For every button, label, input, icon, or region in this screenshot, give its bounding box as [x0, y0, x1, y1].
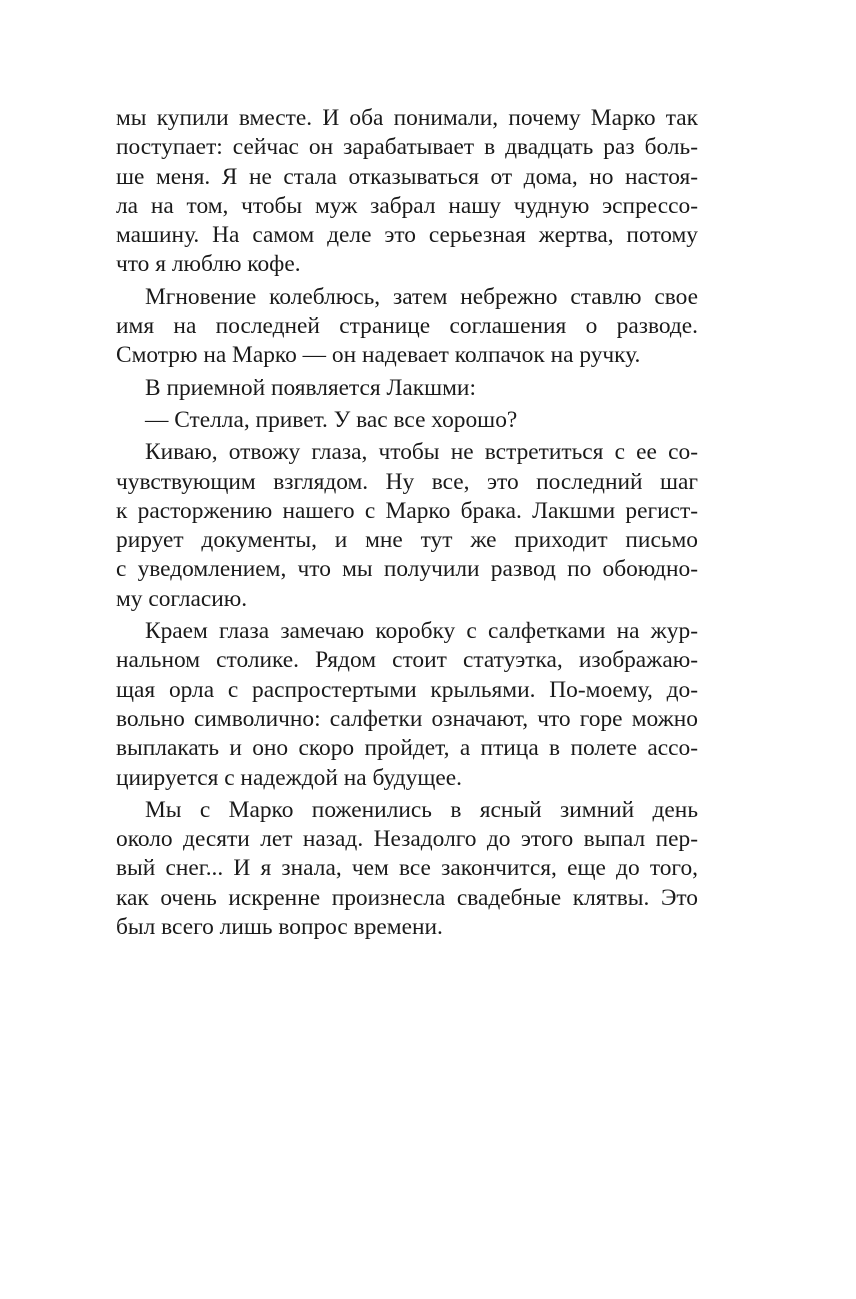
text-line: чувствующим взглядом. Ну все, это последний шаг	[116, 468, 698, 495]
text-line: поступает: сейчас он зарабатывает в двадцать раз боль-	[116, 134, 698, 161]
text-line: му согласию.	[116, 585, 248, 612]
paragraph-2	[116, 283, 698, 371]
text-line: циируется с надеждой на будущее.	[116, 764, 462, 791]
paragraph-6	[116, 617, 698, 793]
text-line: вый снег... И я знала, чем все закончится, еще до того,	[116, 855, 698, 882]
text-line: Киваю, отвожу глаза, чтобы не встретиться с ее со-	[145, 439, 698, 466]
text-line: щая орла с распростертыми крыльями. По-моему, до-	[116, 676, 698, 703]
paragraph-1	[116, 104, 698, 280]
text-line: как очень искренне произнесла свадебные клятвы. Это	[116, 884, 698, 911]
paragraph-5	[116, 438, 698, 614]
text-line: ла на том, чтобы муж забрал нашу чудную эспрессо-	[116, 192, 698, 219]
text-line: нальном столике. Рядом стоит статуэтка, изображаю-	[116, 647, 698, 674]
text-line: имя на последней странице соглашения о разводе.	[116, 313, 698, 340]
book-page	[116, 104, 698, 945]
text-line: В приемной появляется Лакшми:	[145, 374, 476, 401]
text-line: ше меня. Я не стала отказываться от дома, но настоя-	[116, 163, 698, 190]
text-line: к расторжению нашего с Марко брака. Лакшми регист-	[116, 497, 698, 524]
text-line: мы купили вместе. И оба понимали, почему Марко так	[116, 105, 698, 131]
paragraph-7	[116, 796, 698, 942]
text-line: был всего лишь вопрос времени.	[116, 914, 443, 941]
text-line: вольно символично: салфетки означают, что горе можно	[116, 705, 698, 732]
text-line: — Стелла, привет. У вас все хорошо?	[145, 406, 518, 433]
text-line: Мгновение колеблюсь, затем небрежно ставлю свое	[145, 283, 698, 310]
text-line: Краем глаза замечаю коробку с салфетками на жур-	[145, 618, 698, 645]
text-line: около десяти лет назад. Незадолго до этого выпал пер-	[116, 826, 698, 853]
text-line: машину. На самом деле это серьезная жертва, потому	[116, 222, 698, 249]
text-line: Мы с Марко поженились в ясный зимний день	[145, 796, 698, 823]
text-line: выплакать и оно скоро пройдет, а птица в полете ассо-	[116, 735, 698, 762]
text-line: рирует документы, и мне тут же приходит письмо	[116, 527, 698, 554]
paragraph-3	[116, 374, 698, 403]
text-line: что я люблю кофе.	[116, 251, 301, 278]
paragraph-dialogue	[116, 406, 698, 435]
text-line: Смотрю на Марко — он надевает колпачок на ручку.	[116, 342, 641, 369]
text-line: с уведомлением, что мы получили развод по обоюдно-	[116, 556, 698, 583]
